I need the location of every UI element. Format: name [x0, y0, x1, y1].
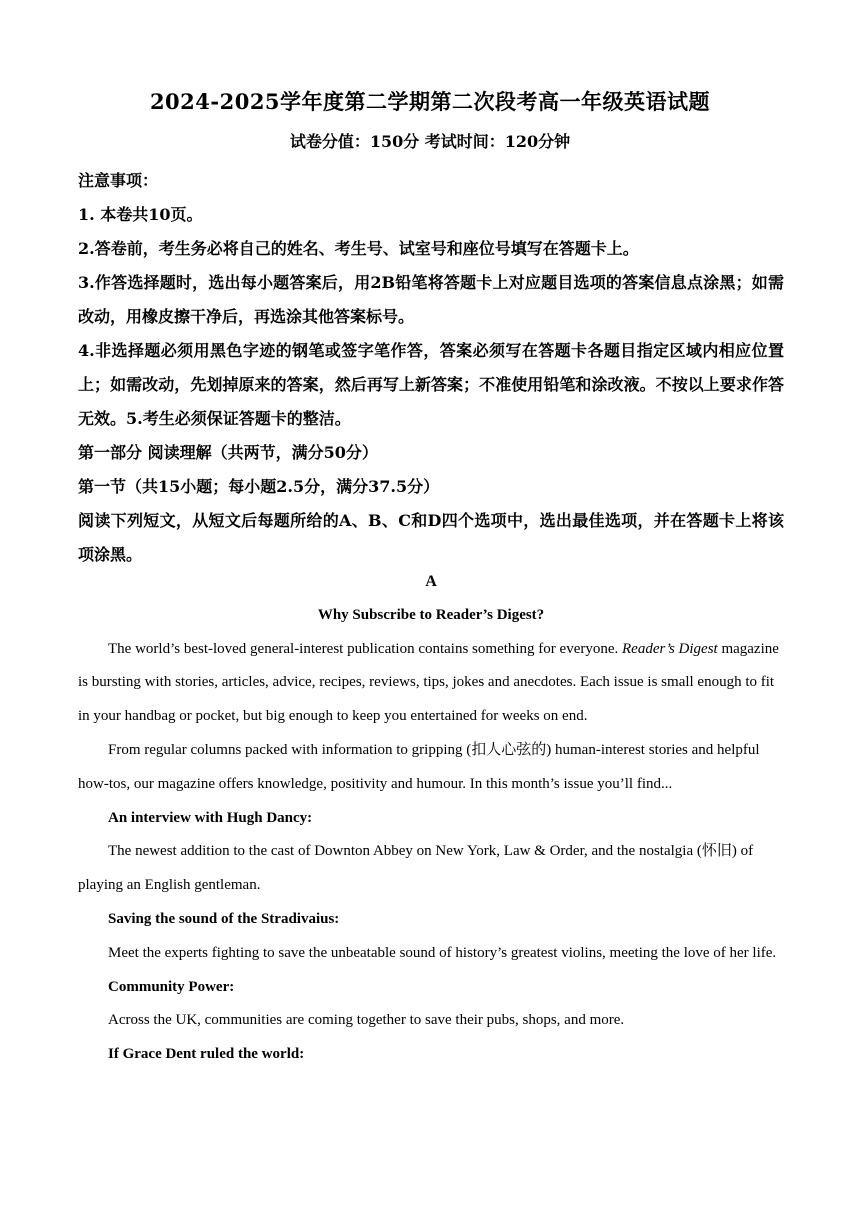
feature-heading-1: An interview with Hugh Dancy: — [108, 809, 313, 826]
passage-paragraph-1 — [78, 633, 784, 734]
passage-letter: A — [425, 573, 437, 590]
exam-title: 2024-2025学年度第二学期第二次段考高一年级英语试题 — [149, 89, 711, 114]
reading-instruction: 阅读下列短文，从短文后每题所给的A、B、C和D四个选项中，选出最佳选项，并在答题卡上将该项涂黑。 — [78, 511, 784, 564]
passage-paragraph-3: The newest addition to the cast of Downton Abbey on New York, Law & Order, and the nostalgia (怀旧) of playing an English gentleman. — [78, 843, 754, 894]
note-item-2: 2.答卷前，考生务必将自己的姓名、考生号、试室号和座位号填写在答题卡上。 — [78, 239, 639, 258]
passage-paragraph-5: Across the UK, communities are coming together to save their pubs, shops, and more. — [108, 1012, 625, 1029]
paragraph-1-text-b: magazine is bursting with stories, articles, advice, recipes, reviews, tips, jokes and anecdotes. Each issue is small enough to fit in your handbag or pocket, but big enough to keep you entertained for weeks on end. — [78, 640, 779, 725]
reading-passage-a — [78, 565, 784, 1072]
notes-section — [78, 164, 784, 572]
part-heading: 第一部分 阅读理解（共两节，满分50分） — [78, 443, 378, 462]
feature-heading-3: Community Power: — [108, 978, 235, 995]
feature-heading-4: If Grace Dent ruled the world: — [108, 1046, 305, 1063]
magazine-name: Reader’s Digest — [622, 640, 718, 657]
note-item-1: 1. 本卷共10页。 — [78, 205, 203, 224]
exam-subtitle: 试卷分值：150分 考试时间：120分钟 — [289, 132, 571, 151]
paragraph-1-text-a: The world’s best-loved general-interest publication contains something for everyone. — [108, 640, 623, 657]
notes-heading: 注意事项： — [78, 171, 159, 190]
section-heading: 第一节（共15小题；每小题2.5分，满分37.5分） — [78, 477, 440, 496]
passage-title: Why Subscribe to Reader’s Digest? — [317, 606, 545, 623]
feature-heading-2: Saving the sound of the Stradivaius: — [108, 910, 340, 927]
passage-paragraph-2: From regular columns packed with information to gripping (扣人心弦的) human-interest stories and helpful how-tos, our magazine offers knowledge, positivity and humour. In this month’s issue you’ll find... — [78, 741, 760, 792]
note-item-3: 3.作答选择题时，选出每小题答案后，用2B铅笔将答题卡上对应题目选项的答案信息点涂黑；如需改动，用橡皮擦干净后，再选涂其他答案标号。 — [78, 273, 784, 326]
note-item-4: 4.非选择题必须用黑色字迹的钢笔或签字笔作答，答案必须写在答题卡各题目指定区域内相应位置上；如需改动，先划掉原来的答案，然后再写上新答案；不准使用铅笔和涂改液。不按以上要求作答无效。5.考生必须保证答题卡的整洁。 — [78, 341, 784, 428]
passage-paragraph-4: Meet the experts fighting to save the unbeatable sound of history’s greatest violins, meeting the love of her life. — [108, 944, 777, 961]
